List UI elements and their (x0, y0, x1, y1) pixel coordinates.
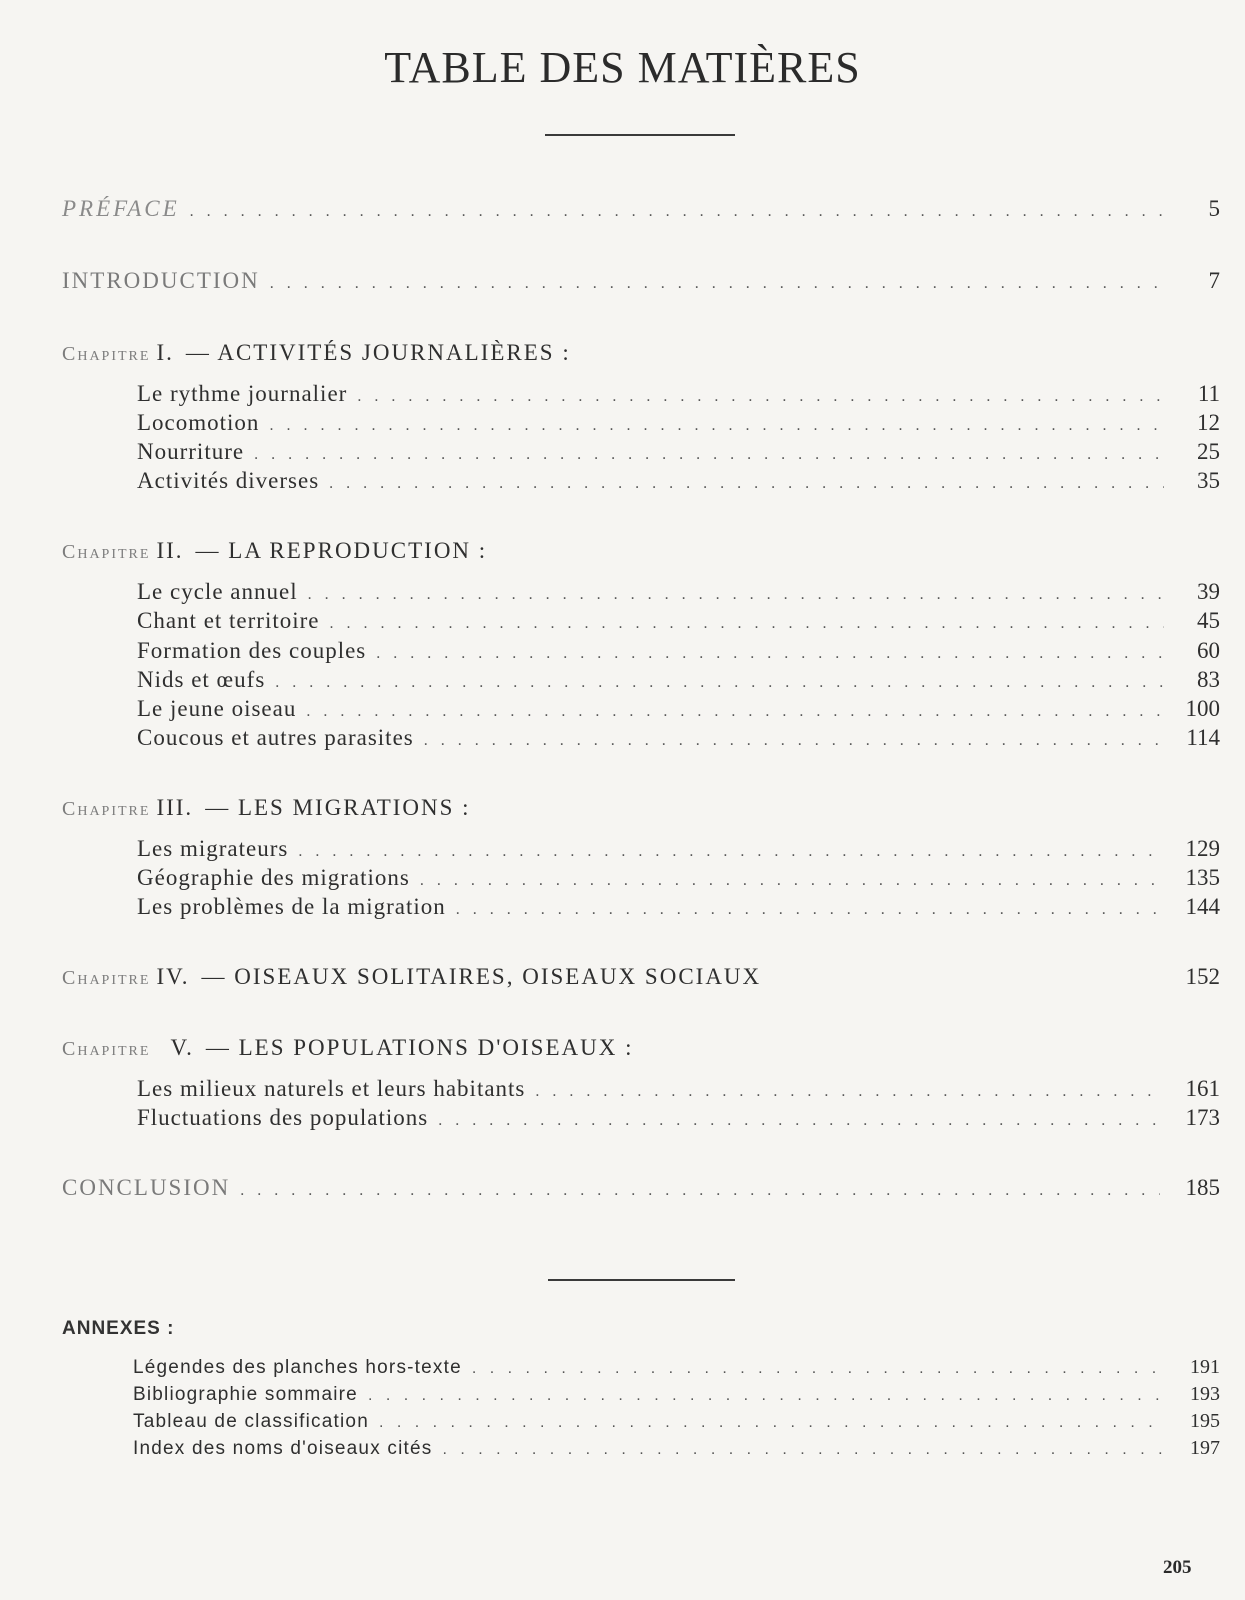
toc-entry (137, 638, 1220, 664)
dot-leader (442, 1441, 1164, 1459)
dot-leader (438, 1112, 1159, 1130)
dot-leader (269, 417, 1164, 435)
entry-page: 144 (1185, 894, 1220, 919)
entry-page: 191 (1190, 1356, 1220, 1378)
toc-entry (137, 1076, 1220, 1102)
toc-entry (137, 667, 1220, 693)
dot-leader (240, 1182, 1159, 1200)
chapter-title: — OISEAUX SOLITAIRES, OISEAUX SOCIAUX (201, 964, 762, 989)
entry-page: 11 (1197, 381, 1220, 406)
chapter-heading-1 (62, 340, 1220, 366)
entry-page: 173 (1185, 1105, 1220, 1130)
annex-entry (133, 1437, 1220, 1460)
entry-page: 129 (1185, 836, 1220, 861)
toc-entry-preface (62, 196, 1220, 222)
entry-page: 45 (1197, 608, 1220, 633)
entry-page: 114 (1186, 725, 1220, 750)
annex-entry (133, 1383, 1220, 1406)
dot-leader (420, 872, 1160, 890)
entry-label: Nourriture (137, 439, 245, 464)
toc-entry (137, 836, 1220, 862)
chapter-heading-2 (62, 538, 1220, 564)
dot-leader (424, 732, 1161, 750)
toc-entry-conclusion (62, 1175, 1220, 1201)
dot-leader (456, 901, 1160, 919)
entry-label: Le rythme journalier (137, 381, 348, 406)
toc-entry (137, 608, 1220, 634)
chapter-word: Chapitre (62, 343, 151, 365)
entry-page: 83 (1197, 667, 1220, 692)
entry-page: 35 (1197, 468, 1220, 493)
entry-page: 135 (1185, 865, 1220, 890)
entry-label: Légendes des planches hors-texte (133, 1357, 462, 1378)
entry-page: 195 (1190, 1410, 1220, 1432)
dot-leader (379, 1414, 1164, 1432)
entry-label: Le jeune oiseau (137, 696, 297, 721)
entry-page: 60 (1197, 638, 1220, 663)
entry-label: Tableau de classification (133, 1411, 369, 1432)
entry-label: Formation des couples (137, 638, 367, 663)
page-title: TABLE DES MATIÈRES (384, 43, 861, 92)
chapter-title: — LA REPRODUCTION : (195, 538, 488, 563)
entry-label: Index des noms d'oiseaux cités (133, 1438, 433, 1459)
entry-label: PRÉFACE (62, 196, 180, 221)
entry-page: 7 (1208, 268, 1220, 293)
entry-label: Locomotion (137, 410, 260, 435)
toc-entry (137, 381, 1220, 407)
toc-entry-introduction (62, 268, 1220, 294)
chapter-number: IV. (156, 964, 190, 989)
dot-leader (298, 843, 1159, 861)
toc-entry (137, 410, 1220, 436)
page-number: 205 (1163, 1557, 1192, 1578)
chapter-number: I. (156, 340, 174, 365)
chapter-heading-5 (62, 1035, 1220, 1061)
dot-leader (254, 446, 1164, 464)
entry-page: 12 (1197, 410, 1220, 435)
chapter-word: Chapitre (62, 541, 151, 563)
chapter-word: Chapitre (62, 967, 151, 989)
chapter-number: II. (156, 538, 184, 563)
dot-leader (275, 674, 1164, 692)
entry-label: Les problèmes de la migration (137, 894, 446, 919)
toc-entry (137, 579, 1220, 605)
chapter-title: — ACTIVITÉS JOURNALIÈRES : (185, 340, 571, 365)
entry-label: INTRODUCTION (62, 268, 260, 293)
entry-label: CONCLUSION (62, 1175, 231, 1200)
entry-label: Bibliographie sommaire (133, 1384, 358, 1405)
entry-page: 39 (1197, 579, 1220, 604)
entry-label: Géographie des migrations (137, 865, 410, 890)
toc-entry (137, 468, 1220, 494)
toc-entry (137, 1105, 1220, 1131)
chapter-word: Chapitre (62, 1038, 151, 1060)
chapter-heading-4 (62, 964, 1220, 990)
title-divider (545, 134, 735, 136)
dot-leader (376, 645, 1164, 663)
chapter-word: Chapitre (62, 798, 151, 820)
entry-page: 185 (1185, 1175, 1220, 1200)
section-divider (548, 1279, 735, 1281)
chapter-number: V. (170, 1035, 194, 1060)
toc-entry (137, 894, 1220, 920)
entry-page: 152 (1185, 964, 1220, 989)
entry-page: 197 (1190, 1437, 1220, 1459)
dot-leader (472, 1360, 1164, 1378)
dot-leader (306, 703, 1159, 721)
entry-label: Le cycle annuel (137, 579, 298, 604)
entry-label: Les migrateurs (137, 836, 289, 861)
entry-label: Chant et territoire (137, 608, 320, 633)
dot-leader (308, 586, 1164, 604)
chapter-title: — LES MIGRATIONS : (205, 795, 471, 820)
dot-leader (190, 203, 1164, 221)
toc-entry (137, 439, 1220, 465)
dot-leader (330, 615, 1165, 633)
entry-label: Coucous et autres parasites (137, 725, 414, 750)
dot-leader (535, 1083, 1159, 1101)
chapter-title: — LES POPULATIONS D'OISEAUX : (205, 1035, 634, 1060)
entry-label: Fluctuations des populations (137, 1105, 429, 1130)
dot-leader (270, 275, 1164, 293)
toc-entry (137, 696, 1220, 722)
toc-entry (137, 725, 1220, 751)
entry-page: 5 (1208, 196, 1220, 221)
entry-page: 25 (1197, 439, 1220, 464)
dot-leader (368, 1387, 1164, 1405)
toc-entry (137, 865, 1220, 891)
annex-entry (133, 1356, 1220, 1379)
entry-page: 161 (1185, 1076, 1220, 1101)
dot-leader (329, 475, 1164, 493)
entry-page: 193 (1190, 1383, 1220, 1405)
chapter-heading-3 (62, 795, 1220, 821)
entry-page: 100 (1185, 696, 1220, 721)
dot-leader (357, 388, 1164, 406)
entry-label: Les milieux naturels et leurs habitants (137, 1076, 526, 1101)
entry-label: Nids et œufs (137, 667, 266, 692)
entry-label: Activités diverses (137, 468, 320, 493)
chapter-number: III. (156, 795, 194, 820)
annex-entry (133, 1410, 1220, 1433)
annexes-title: ANNEXES : (62, 1318, 175, 1339)
